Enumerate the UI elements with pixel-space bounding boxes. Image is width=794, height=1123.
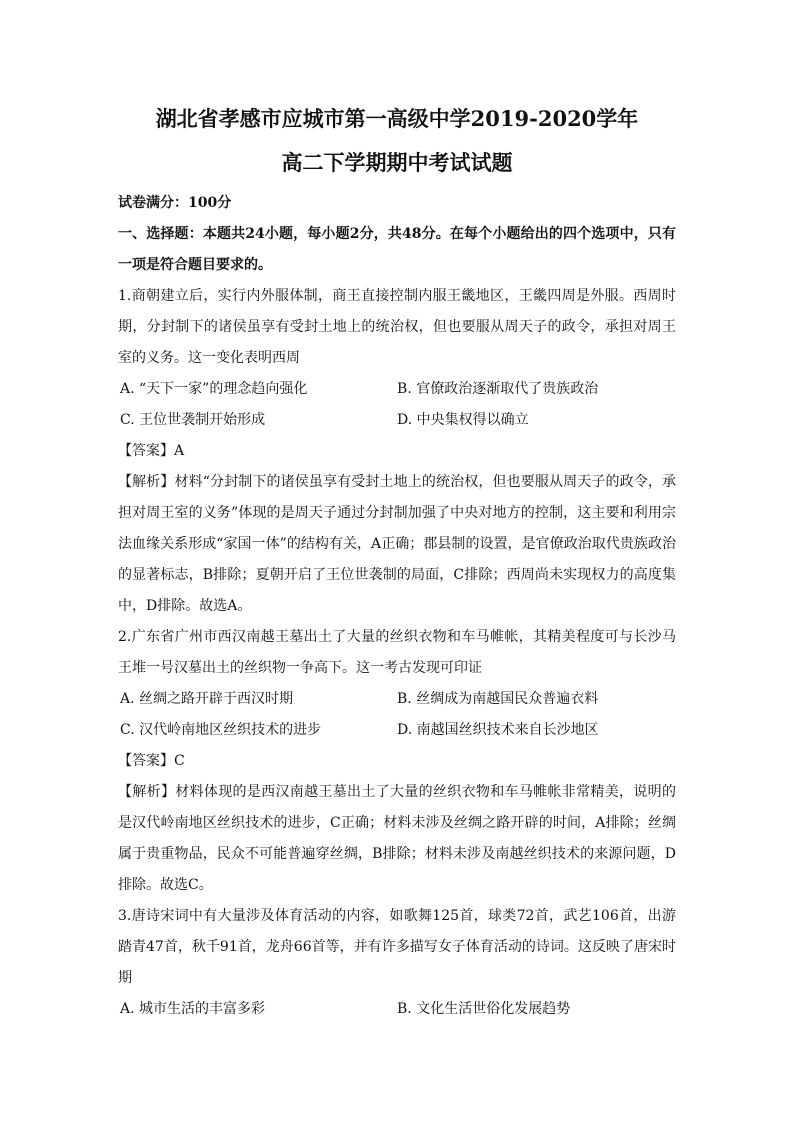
- question-stem: 3.唐诗宋词中有大量涉及体育活动的内容，如歌舞125首，球类72首，武艺106首，出游踏青47首，秋千91首，龙舟66首等，并有许多描写女子体育活动的诗词。这反映了唐宋时期: [118, 908, 676, 986]
- answer-line: 【答案】A: [118, 443, 185, 459]
- question-stem: 1.商朝建立后，实行内外服体制，商王直接控制内服王畿地区，王畿四周是外服。西周时期，分封制下的诸侯虽享有受封土地上的统治权，但也要服从周天子的政令，承担对周王室的义务。这一变化表明西周: [118, 288, 676, 366]
- question-options: [118, 374, 676, 436]
- option-c: C. 王位世袭制开始形成: [120, 412, 266, 428]
- analysis-paragraph: 【解析】材料体现的是西汉南越王墓出土了大量的丝织衣物和车马帷帐非常精美，说明的是汉代岭南地区丝织技术的进步，C正确；材料未涉及丝绸之路开辟的时间，A排除；丝绸属于贵重物品，民众不可能普遍穿丝绸，B排除；材料未涉及南越丝织技术的来源问题，D排除。故选C。: [118, 784, 676, 893]
- question-options: [118, 684, 676, 746]
- section-heading: 一、选择题：本题共24小题，每小题2分，共48分。在每个小题给出的四个选项中，只有一项是符合题目要求的。: [118, 226, 676, 273]
- option-c: C. 汉代岭南地区丝织技术的进步: [120, 722, 322, 738]
- question-2: [118, 622, 676, 901]
- question-stem: 2.广东省广州市西汉南越王墓出土了大量的丝织衣物和车马帷帐，其精美程度可与长沙马王堆一号汉墓出土的丝织物一争高下。这一考古发现可印证: [118, 629, 676, 676]
- analysis-paragraph: 【解析】材料“分封制下的诸侯虽享有受封土地上的统治权，但也要服从周天子的政令，承担对周王室的义务”体现的是周天子通过分封制加强了中央对地方的控制，这主要和利用宗法血缘关系形成“家国一体”的结构有关，A正确；郡县制的设置，是官僚政治取代贵族政治的显著标志，B排除；夏朝开启了王位世袭制的局面，C排除；西周尚未实现权力的高度集中，D排除。故选A。: [118, 474, 676, 614]
- option-a: A. 城市生活的丰富多彩: [120, 1001, 266, 1017]
- option-d: D. 南越国丝织技术来自长沙地区: [397, 722, 599, 738]
- answer-line: 【答案】C: [118, 753, 185, 769]
- question-3: [118, 901, 676, 1025]
- question-1: [118, 281, 676, 622]
- title-line-1: 湖北省孝感市应城市第一高级中学2019-2020学年: [155, 106, 639, 131]
- title-line-2: 高二下学期期中考试试题: [281, 150, 513, 175]
- option-b: B. 丝绸成为南越国民众普遍衣料: [397, 691, 599, 707]
- option-a: A. 丝绸之路开辟于西汉时期: [120, 691, 294, 707]
- option-b: B. 文化生活世俗化发展趋势: [397, 1001, 571, 1017]
- score-line: 试卷满分：100分: [118, 195, 232, 211]
- question-options: [118, 994, 676, 1025]
- option-a: A. “天下一家”的理念趋向强化: [120, 381, 308, 397]
- option-d: D. 中央集权得以确立: [397, 412, 529, 428]
- option-b: B. 官僚政治逐渐取代了贵族政治: [397, 381, 599, 397]
